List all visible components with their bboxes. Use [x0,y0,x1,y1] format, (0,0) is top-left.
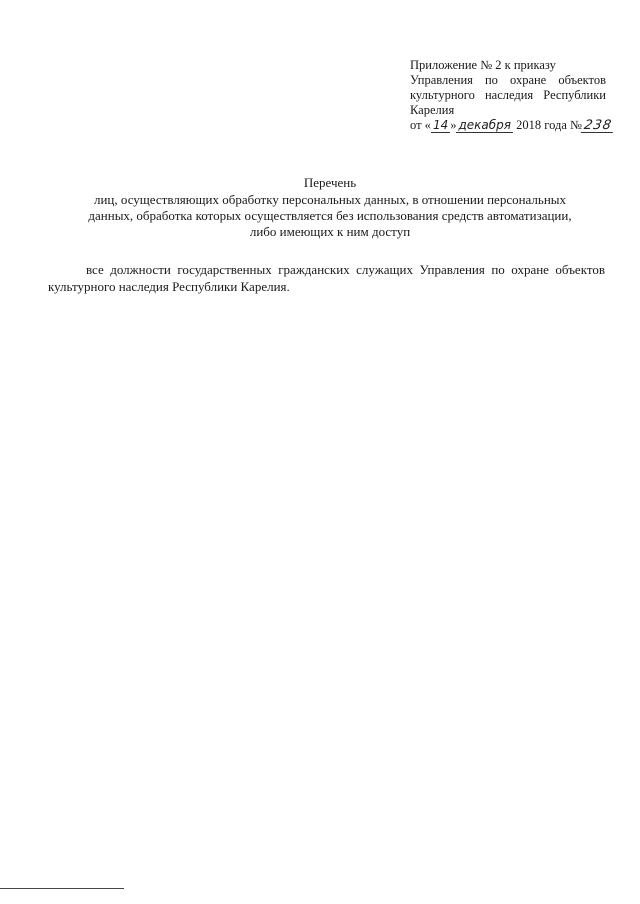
document-title [40,175,620,240]
date-mid: » [450,118,457,132]
handwritten-month: декабря [458,118,511,132]
date-year: 2018 года № [516,118,582,132]
title-subline-1: лиц, осуществляющих обработку персональных данных, в отношении персональных [93,192,567,207]
title-heading: Перечень [303,175,357,190]
appendix-issuer: Управления по охране объектов культурного наследия Республики Карелия [410,73,606,117]
appendix-date-line [410,118,614,133]
appendix-header [410,58,614,133]
date-prefix: от « [410,118,431,132]
footnote-rule [0,888,124,889]
handwritten-day: 14 [432,118,449,132]
title-subline-3: либо имеющих к ним доступ [249,224,411,239]
handwritten-order-number: 238 [582,118,614,133]
body-paragraph: все должности государственных гражданских служащих Управления по охране объектов культурного наследия Республики Карелия. [48,262,605,294]
title-subline-2: данных, обработка которых осуществляется без использования средств автоматизации, [88,208,572,223]
appendix-title: Приложение № 2 к приказу [410,58,556,72]
